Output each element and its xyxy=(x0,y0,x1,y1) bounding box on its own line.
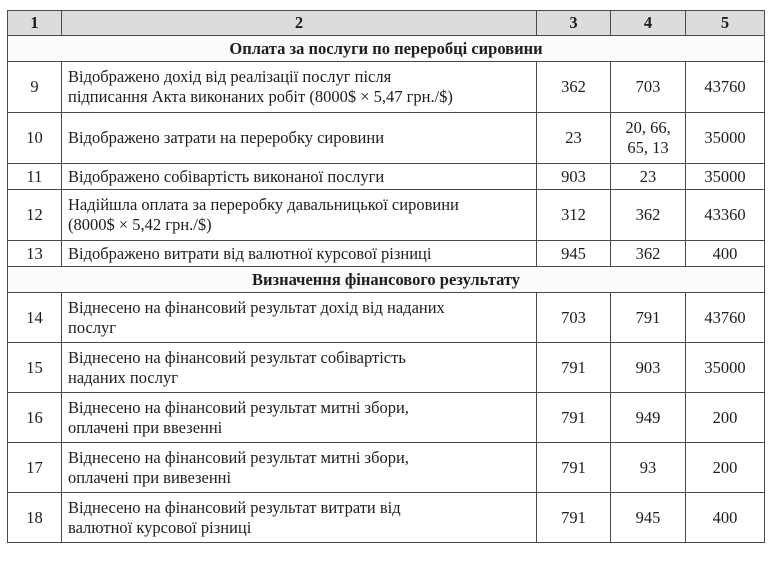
row-number: 9 xyxy=(8,62,62,113)
row-number: 12 xyxy=(8,190,62,241)
amount: 400 xyxy=(686,493,765,543)
header-row xyxy=(8,11,765,36)
amount: 43760 xyxy=(686,293,765,343)
table-row xyxy=(8,393,765,443)
credit-account: 949 xyxy=(611,393,686,443)
credit-account-line: 65, 13 xyxy=(627,138,669,157)
section-title-row xyxy=(8,267,765,293)
description-line: Відображено дохід від реалізації послуг після xyxy=(68,67,392,86)
amount: 43360 xyxy=(686,190,765,241)
row-description xyxy=(62,393,537,443)
section-title: Визначення фінансового результату xyxy=(8,267,765,293)
row-description xyxy=(62,343,537,393)
row-description xyxy=(62,293,537,343)
description-line: оплачені при вивезенні xyxy=(68,467,232,487)
amount: 200 xyxy=(686,393,765,443)
row-number: 18 xyxy=(8,493,62,543)
table-row xyxy=(8,164,765,190)
table-row xyxy=(8,62,765,113)
header-col-5: 5 xyxy=(686,11,765,36)
credit-account: 903 xyxy=(611,343,686,393)
row-description: Відображено собівартість виконаної послуги xyxy=(62,164,537,190)
row-number: 17 xyxy=(8,443,62,493)
row-number: 15 xyxy=(8,343,62,393)
description-line: Віднесено на фінансовий результат митні збори, xyxy=(68,397,409,417)
section-title-row xyxy=(8,36,765,62)
header-col-3: 3 xyxy=(537,11,611,36)
credit-account: 703 xyxy=(611,62,686,113)
table-row xyxy=(8,443,765,493)
debit-account: 791 xyxy=(537,443,611,493)
debit-account: 945 xyxy=(537,241,611,267)
credit-account-line: 20, 66, xyxy=(625,118,671,137)
row-description: Відображено затрати на переробку сировини xyxy=(62,113,537,164)
description-line: валютної курсової різниці xyxy=(68,517,252,537)
row-number: 10 xyxy=(8,113,62,164)
row-description xyxy=(62,190,537,241)
row-description: Відображено витрати від валютної курсової різниці xyxy=(62,241,537,267)
header-col-1: 1 xyxy=(8,11,62,36)
table-row xyxy=(8,113,765,164)
row-description xyxy=(62,443,537,493)
debit-account: 903 xyxy=(537,164,611,190)
amount: 400 xyxy=(686,241,765,267)
credit-account: 362 xyxy=(611,190,686,241)
table-row xyxy=(8,343,765,393)
debit-account: 791 xyxy=(537,393,611,443)
amount: 43760 xyxy=(686,62,765,113)
description-line: Віднесено на фінансовий результат дохід від наданих xyxy=(68,297,445,317)
row-description xyxy=(62,493,537,543)
debit-account: 23 xyxy=(537,113,611,164)
description-line: Надійшла оплата за переробку давальницької сировини xyxy=(68,195,459,214)
row-number: 11 xyxy=(8,164,62,190)
row-number: 14 xyxy=(8,293,62,343)
table-row xyxy=(8,241,765,267)
credit-account: 791 xyxy=(611,293,686,343)
table-row xyxy=(8,293,765,343)
debit-account: 312 xyxy=(537,190,611,241)
description-line: послуг xyxy=(68,317,117,337)
amount: 35000 xyxy=(686,113,765,164)
amount: 200 xyxy=(686,443,765,493)
debit-account: 791 xyxy=(537,493,611,543)
table-body xyxy=(8,11,765,543)
credit-account: 362 xyxy=(611,241,686,267)
debit-account: 791 xyxy=(537,343,611,393)
row-description xyxy=(62,62,537,113)
description-line: (8000$ × 5,42 грн./$) xyxy=(68,215,212,234)
description-line: наданих послуг xyxy=(68,367,178,387)
description-line: Віднесено на фінансовий результат митні збори, xyxy=(68,447,409,467)
table-row xyxy=(8,493,765,543)
section-title: Оплата за послуги по переробці сировини xyxy=(8,36,765,62)
debit-account: 703 xyxy=(537,293,611,343)
table-row xyxy=(8,190,765,241)
credit-account: 945 xyxy=(611,493,686,543)
header-col-4: 4 xyxy=(611,11,686,36)
amount: 35000 xyxy=(686,164,765,190)
debit-account: 362 xyxy=(537,62,611,113)
amount: 35000 xyxy=(686,343,765,393)
row-number: 13 xyxy=(8,241,62,267)
credit-account: 93 xyxy=(611,443,686,493)
header-col-2: 2 xyxy=(62,11,537,36)
description-line: оплачені при ввезенні xyxy=(68,417,223,437)
credit-account: 23 xyxy=(611,164,686,190)
description-line: Віднесено на фінансовий результат витрати від xyxy=(68,497,401,517)
description-line: Віднесено на фінансовий результат собівартість xyxy=(68,347,406,367)
journal-entries-table xyxy=(7,10,765,543)
credit-account xyxy=(611,113,686,164)
description-line: підписання Акта виконаних робіт (8000$ × 5,47 грн./$) xyxy=(68,87,453,106)
row-number: 16 xyxy=(8,393,62,443)
